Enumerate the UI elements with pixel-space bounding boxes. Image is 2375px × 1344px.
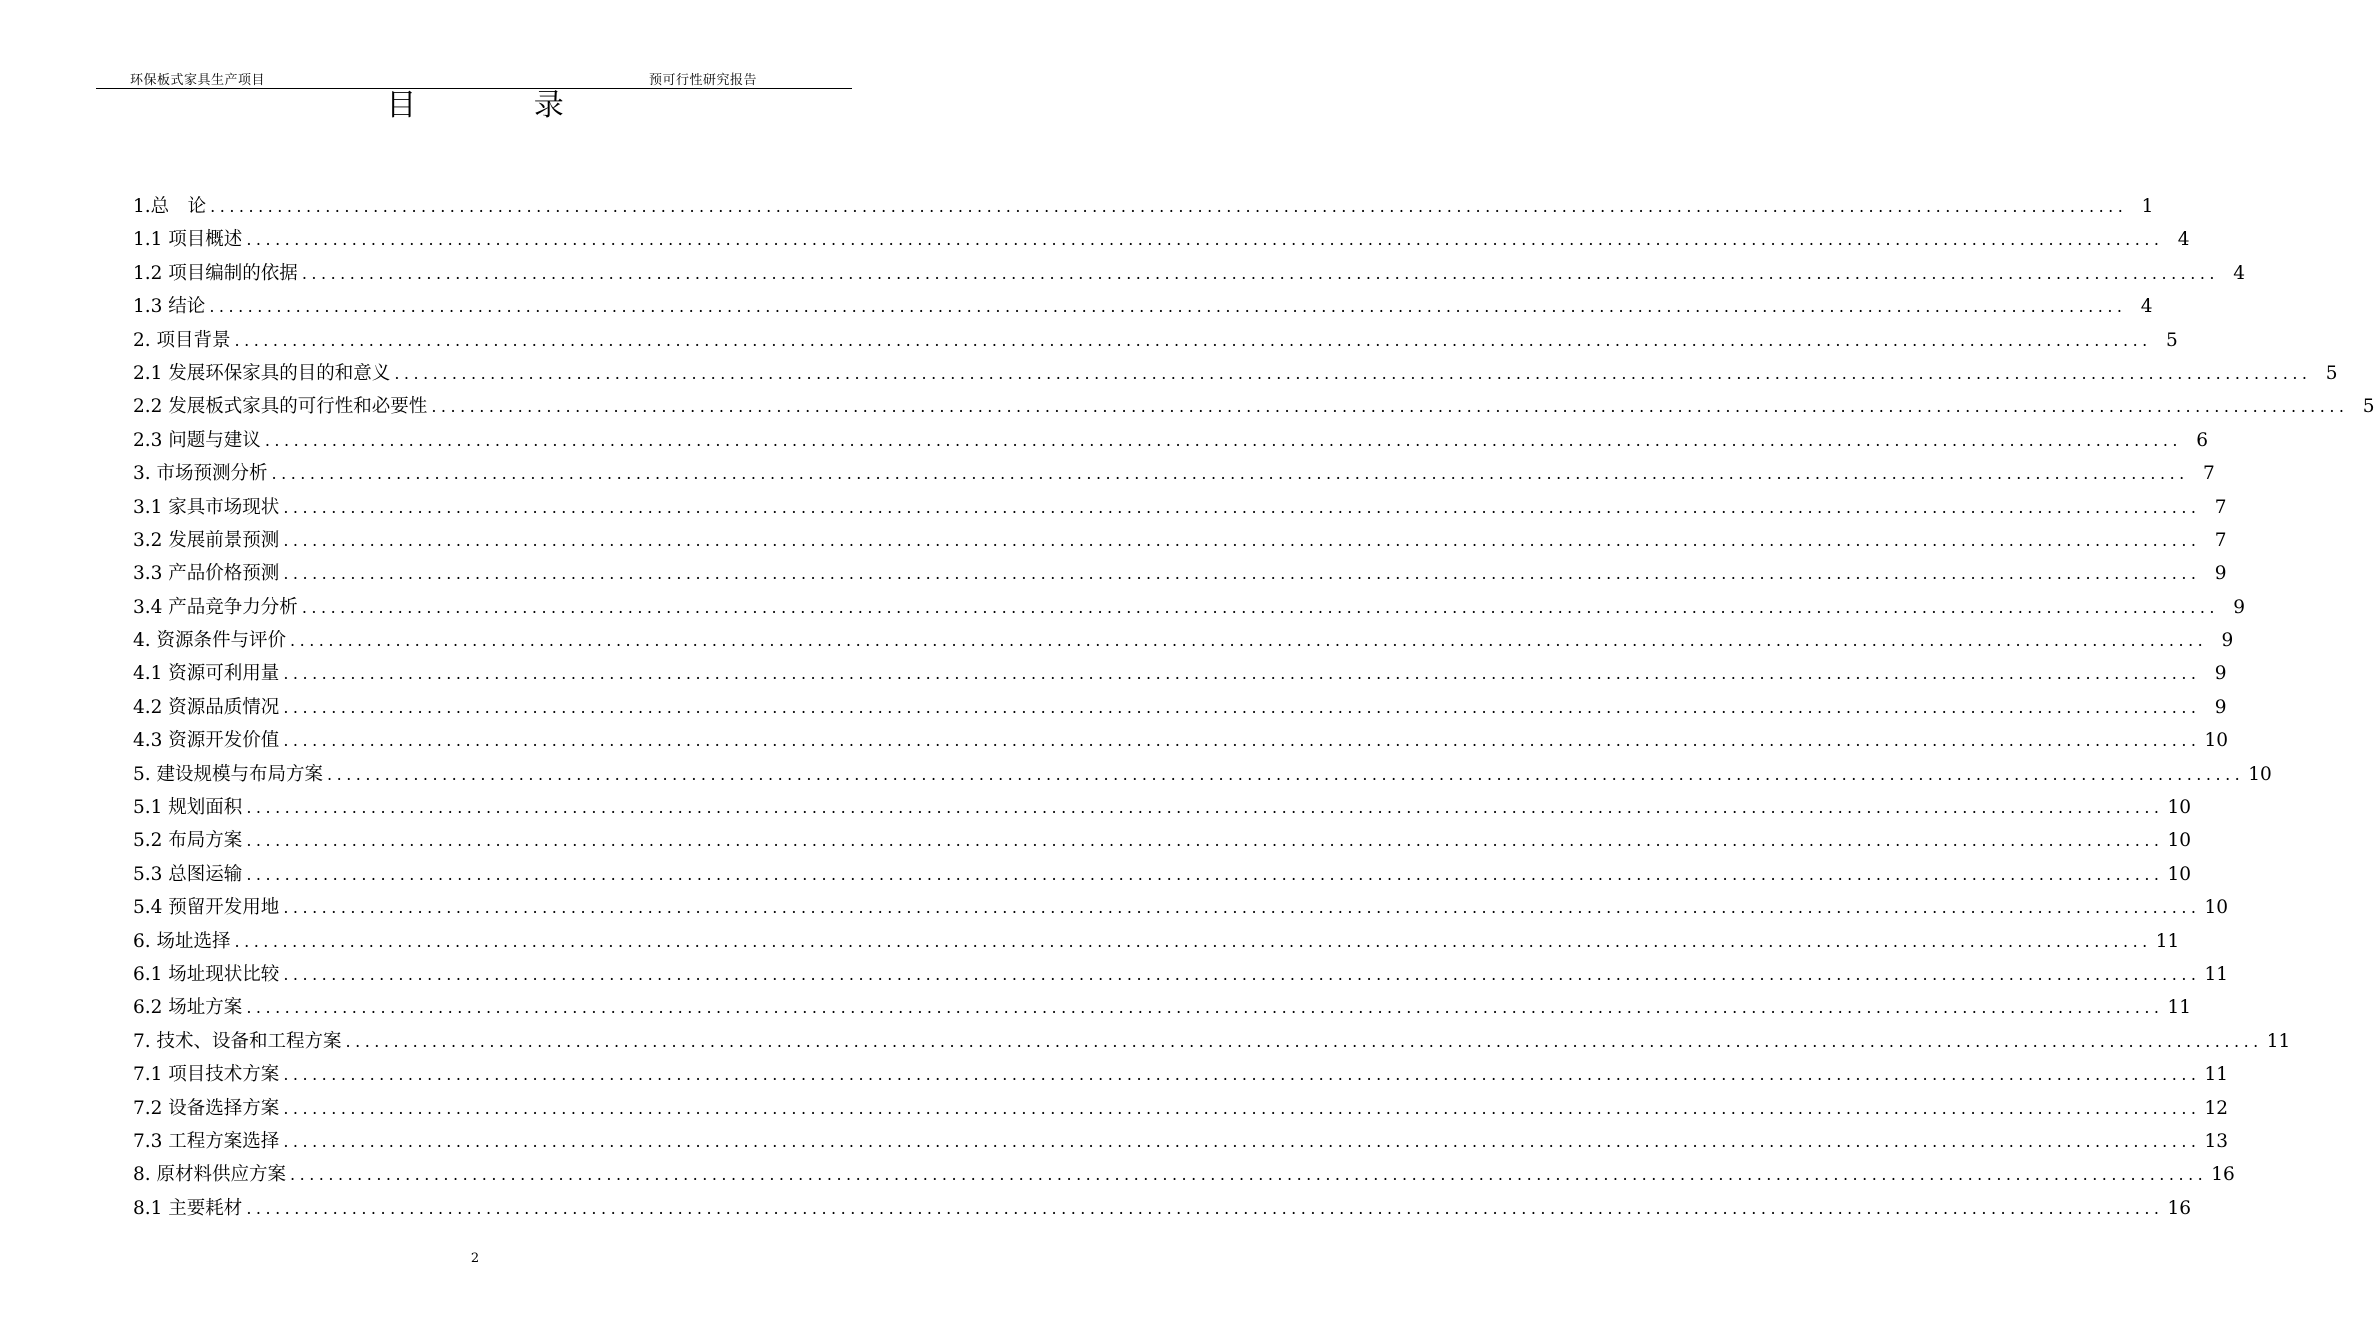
toc-entry-page: 11 xyxy=(2204,963,2229,985)
toc-entry-page: 11 xyxy=(2204,1064,2229,1086)
toc-entry-label: 3.1 家具市场现状 xyxy=(133,496,280,518)
toc-dot-leader: ........................................................................................................................................................................................................ xyxy=(283,1098,2201,1118)
toc-dot-leader: ........................................................................................................................................................................................................ xyxy=(283,731,2201,751)
toc-entry-label: 1.1 项目概述 xyxy=(133,229,243,251)
toc-entry-page: 1 xyxy=(2141,196,2154,217)
toc-entry-page: 5 xyxy=(2165,329,2178,351)
toc-entry[interactable] xyxy=(133,524,2227,557)
toc-entry-page: 11 xyxy=(2155,930,2180,952)
toc-entry-label: 2. 项目背景 xyxy=(133,329,231,351)
toc-entry[interactable] xyxy=(133,557,2227,590)
toc-entry-label: 7.2 设备选择方案 xyxy=(133,1097,280,1119)
toc-entry-label: 8.1 主要耗材 xyxy=(133,1197,243,1219)
toc-entry-label: 1.总 论 xyxy=(133,196,207,217)
toc-dot-leader: ........................................................................................................................................................................................................ xyxy=(394,363,2312,383)
toc-entry[interactable] xyxy=(133,824,2192,857)
toc-entry-label: 5.1 规划面积 xyxy=(133,797,243,819)
toc-entry-label: 2.3 问题与建议 xyxy=(133,429,261,451)
toc-dot-leader: ........................................................................................................................................................................................................ xyxy=(283,564,2201,584)
toc-entry[interactable] xyxy=(133,390,2375,423)
toc-dot-leader: ........................................................................................................................................................................................................ xyxy=(246,230,2164,250)
toc-entry-label: 3.3 产品价格预测 xyxy=(133,563,280,585)
toc-entry-page: 10 xyxy=(2204,897,2229,919)
toc-entry[interactable] xyxy=(133,624,2234,657)
toc-entry-page: 10 xyxy=(2248,763,2272,785)
header-document-title: 环保板式家具生产项目 xyxy=(130,73,266,88)
toc-entry[interactable] xyxy=(133,1058,2229,1091)
page-number: 2 xyxy=(470,1251,480,1266)
toc-entry-page: 9 xyxy=(2214,563,2227,585)
toc-dot-leader: ........................................................................................................................................................................................................ xyxy=(327,764,2245,784)
toc-dot-leader: ........................................................................................................................................................................................................ xyxy=(210,197,2128,216)
toc-entry[interactable] xyxy=(133,958,2229,991)
toc-entry-label: 7. 技术、设备和工程方案 xyxy=(133,1030,342,1052)
toc-entry[interactable] xyxy=(133,424,2208,457)
toc-dot-leader: ........................................................................................................................................................................................................ xyxy=(246,998,2164,1018)
toc-dot-leader: ........................................................................................................................................................................................................ xyxy=(246,831,2164,851)
toc-entry-label: 7.1 项目技术方案 xyxy=(133,1064,280,1086)
toc-entry[interactable] xyxy=(133,657,2227,690)
toc-entry-page: 11 xyxy=(2266,1030,2291,1052)
toc-entry-page: 6 xyxy=(2196,429,2208,451)
toc-entry-page: 4 xyxy=(2140,296,2153,318)
toc-entry-page: 10 xyxy=(2167,863,2192,885)
toc-dot-leader: ........................................................................................................................................................................................................ xyxy=(246,798,2164,818)
toc-entry[interactable] xyxy=(133,491,2227,524)
toc-dot-leader: ........................................................................................................................................................................................................ xyxy=(431,397,2349,417)
toc-entry-page: 10 xyxy=(2167,797,2192,819)
toc-entry[interactable] xyxy=(133,591,2245,624)
toc-dot-leader: ........................................................................................................................................................................................................ xyxy=(283,898,2201,918)
toc-entry[interactable] xyxy=(133,1192,2192,1225)
toc-dot-leader: ........................................................................................................................................................................................................ xyxy=(246,864,2164,884)
toc-entry-page: 9 xyxy=(2233,596,2245,618)
toc-dot-leader: ........................................................................................................................................................................................................ xyxy=(290,1165,2208,1185)
toc-entry-label: 3. 市场预测分析 xyxy=(133,463,268,485)
toc-entry[interactable] xyxy=(133,758,2272,791)
toc-entry[interactable] xyxy=(133,324,2178,357)
toc-entry-label: 5.4 预留开发用地 xyxy=(133,897,280,919)
toc-dot-leader: ........................................................................................................................................................................................................ xyxy=(264,430,2182,450)
toc-entry-label: 7.3 工程方案选择 xyxy=(133,1130,280,1152)
toc-entry-label: 3.2 发展前景预测 xyxy=(133,529,280,551)
toc-dot-leader: ........................................................................................................................................................................................................ xyxy=(283,530,2201,550)
toc-entry[interactable] xyxy=(133,891,2229,924)
toc-entry[interactable] xyxy=(133,223,2190,256)
toc-entry-label: 2.1 发展环保家具的目的和意义 xyxy=(133,362,391,384)
toc-entry[interactable] xyxy=(133,1158,2235,1191)
toc-dot-leader: ........................................................................................................................................................................................................ xyxy=(345,1031,2263,1051)
toc-entry[interactable] xyxy=(133,1125,2229,1158)
toc-entry-page: 5 xyxy=(2325,362,2338,384)
toc-entry-label: 4.1 资源可利用量 xyxy=(133,663,280,685)
toc-dot-leader: ........................................................................................................................................................................................................ xyxy=(283,664,2201,684)
toc-entry[interactable] xyxy=(133,991,2192,1024)
toc-entry-label: 1.2 项目编制的依据 xyxy=(133,262,298,284)
toc-entry-page: 7 xyxy=(2214,496,2227,518)
toc-entry[interactable] xyxy=(133,724,2229,757)
toc-entry[interactable] xyxy=(133,290,2153,323)
toc-dot-leader: ........................................................................................................................................................................................................ xyxy=(283,1065,2201,1085)
toc-entry[interactable] xyxy=(133,190,2154,223)
toc-entry-page: 7 xyxy=(2202,463,2215,485)
toc-entry[interactable] xyxy=(133,691,2227,724)
toc-entry[interactable] xyxy=(133,858,2192,891)
page-title: 目 录 xyxy=(386,88,618,123)
toc-dot-leader: ........................................................................................................................................................................................................ xyxy=(271,464,2189,484)
toc-entry[interactable] xyxy=(133,1025,2291,1058)
toc-entry-label: 4.3 资源开发价值 xyxy=(133,730,280,752)
toc-entry-page: 12 xyxy=(2204,1097,2229,1119)
toc-dot-leader: ........................................................................................................................................................................................................ xyxy=(283,964,2201,984)
toc-entry-label: 1.3 结论 xyxy=(133,296,206,318)
toc-entry-page: 5 xyxy=(2362,396,2375,418)
toc-dot-leader: ........................................................................................................................................................................................................ xyxy=(290,631,2208,651)
toc-entry-label: 6.1 场址现状比较 xyxy=(133,963,280,985)
toc-entry-label: 6.2 场址方案 xyxy=(133,997,243,1019)
toc-dot-leader: ........................................................................................................................................................................................................ xyxy=(209,297,2127,317)
toc-entry-page: 9 xyxy=(2214,663,2227,685)
toc-entry-label: 5.2 布局方案 xyxy=(133,830,243,852)
toc-entry-label: 8. 原材料供应方案 xyxy=(133,1164,287,1186)
toc-entry-page: 10 xyxy=(2204,730,2229,752)
toc-entry-page: 9 xyxy=(2214,696,2227,718)
toc-entry-page: 16 xyxy=(2167,1197,2192,1219)
toc-entry-page: 10 xyxy=(2167,830,2192,852)
toc-entry-label: 3.4 产品竞争力分析 xyxy=(133,596,298,618)
toc-entry-page: 11 xyxy=(2167,997,2192,1019)
toc-entry-label: 5.3 总图运输 xyxy=(133,863,243,885)
toc-dot-leader: ........................................................................................................................................................................................................ xyxy=(301,263,2219,283)
toc-dot-leader: ........................................................................................................................................................................................................ xyxy=(234,330,2152,350)
table-of-contents xyxy=(133,190,2375,1225)
toc-entry-page: 4 xyxy=(2177,229,2190,251)
toc-entry-page: 13 xyxy=(2204,1130,2229,1152)
toc-entry-page: 7 xyxy=(2214,529,2227,551)
toc-entry-page: 16 xyxy=(2211,1164,2235,1186)
toc-entry-label: 6. 场址选择 xyxy=(133,930,231,952)
toc-dot-leader: ........................................................................................................................................................................................................ xyxy=(234,931,2152,951)
toc-entry-label: 2.2 发展板式家具的可行性和必要性 xyxy=(133,396,428,418)
header-report-type: 预可行性研究报告 xyxy=(649,73,758,88)
toc-entry[interactable] xyxy=(133,925,2180,958)
toc-entry-label: 5. 建设规模与布局方案 xyxy=(133,763,324,785)
toc-entry-page: 9 xyxy=(2221,630,2234,652)
toc-dot-leader: ........................................................................................................................................................................................................ xyxy=(283,1131,2201,1151)
toc-entry[interactable] xyxy=(133,257,2245,290)
toc-entry-label: 4.2 资源品质情况 xyxy=(133,696,280,718)
toc-dot-leader: ........................................................................................................................................................................................................ xyxy=(283,697,2201,717)
toc-entry[interactable] xyxy=(133,791,2192,824)
toc-entry[interactable] xyxy=(133,357,2338,390)
toc-dot-leader: ........................................................................................................................................................................................................ xyxy=(301,597,2219,617)
toc-entry-label: 4. 资源条件与评价 xyxy=(133,630,287,652)
toc-entry[interactable] xyxy=(133,1092,2229,1125)
toc-dot-leader: ........................................................................................................................................................................................................ xyxy=(246,1198,2164,1218)
toc-entry[interactable] xyxy=(133,457,2215,490)
toc-dot-leader: ........................................................................................................................................................................................................ xyxy=(283,497,2201,517)
toc-entry-page: 4 xyxy=(2233,262,2245,284)
